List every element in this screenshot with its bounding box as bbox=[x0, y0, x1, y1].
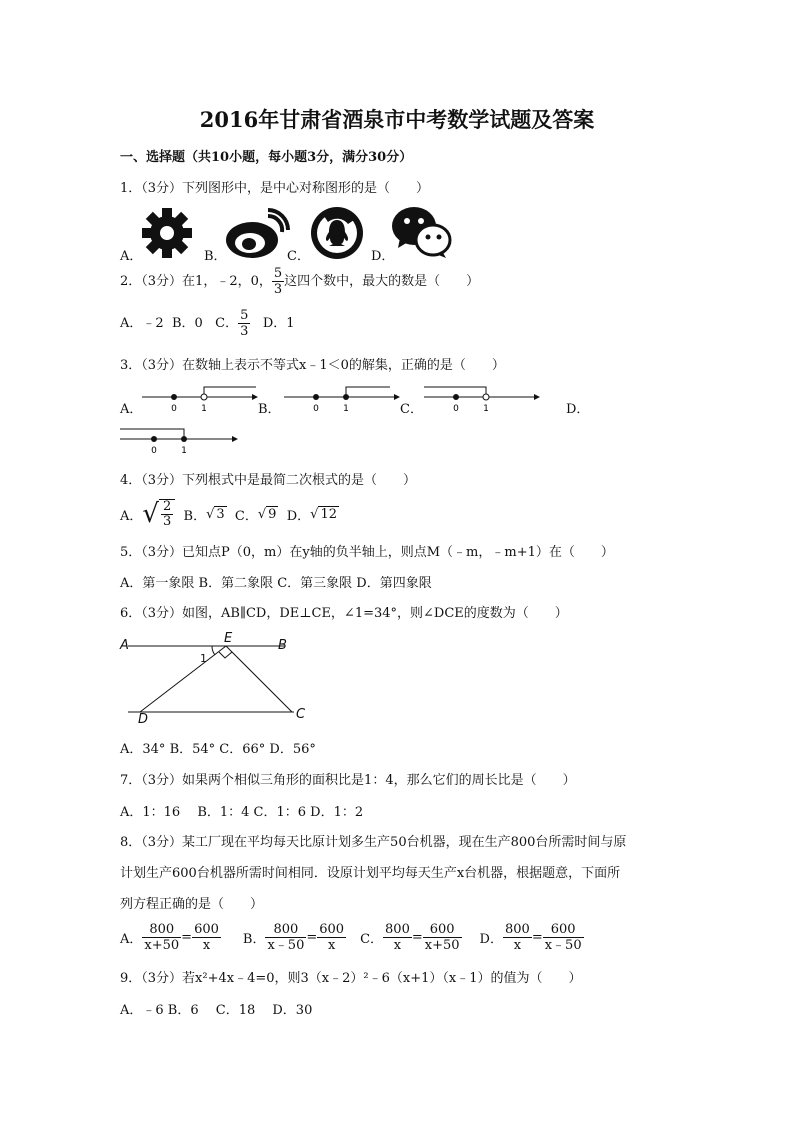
q3-label-c: C． bbox=[400, 402, 423, 417]
radical-icon: √ bbox=[206, 507, 215, 522]
q4-option-a-sqrt bbox=[142, 499, 175, 529]
radical-icon: √ bbox=[257, 507, 267, 522]
q8-c-right-num: 600 bbox=[423, 922, 462, 938]
q8-line-1: 8．（3分）某工厂现在平均每天比原计划多生产50台机器，现在生产800台所需时间与原 bbox=[120, 835, 627, 850]
fig-label-b: B bbox=[278, 638, 287, 653]
page-title: 2016年甘肃省酒泉市中考数学试题及答案 bbox=[199, 107, 595, 132]
q9-stem: 9．（3分）若x²+4x﹣4=0，则3（x﹣2）²﹣6（x+1）（x﹣1）的值为（ ） bbox=[120, 971, 582, 986]
q3-c-tick-0: 0 bbox=[453, 404, 459, 414]
q4-option-c: C． bbox=[234, 508, 258, 524]
q8-d-left bbox=[503, 922, 532, 953]
q2-fraction bbox=[272, 266, 284, 297]
radical-icon: √ bbox=[142, 499, 159, 529]
q8-c-left-den: x bbox=[393, 937, 402, 953]
q8-c-left-num: 800 bbox=[385, 921, 410, 937]
q2-option-c-den: 3 bbox=[240, 324, 249, 339]
q8-a-right-den: x bbox=[202, 937, 211, 953]
q4-stem: 4．（3分）下列根式中是最简二次根式的是（ ） bbox=[120, 473, 417, 488]
q2-frac-num: 5 bbox=[273, 266, 283, 281]
q4-option-c-rad: 9 bbox=[268, 507, 277, 522]
q8-b-right-den: x bbox=[327, 937, 336, 953]
qq-icon bbox=[310, 206, 364, 260]
q8-d-right-den: x﹣50 bbox=[544, 937, 582, 953]
q8-d-left-den: x bbox=[513, 937, 522, 953]
q8-label-a: A． bbox=[120, 931, 143, 947]
q2-options bbox=[120, 308, 295, 339]
q8-c-right-den: x+50 bbox=[424, 937, 460, 953]
q3-numberline-a bbox=[140, 384, 260, 414]
q3-c-tick-1: 1 bbox=[483, 404, 489, 414]
q3-d-tick-1: 1 bbox=[181, 446, 187, 456]
q2-option-c-fraction bbox=[238, 308, 250, 339]
q4-option-d-sqrt bbox=[310, 506, 339, 522]
q4-option-b-rad: 3 bbox=[216, 507, 225, 522]
q8-label-d: D． bbox=[479, 931, 503, 947]
section-heading: 一、选择题（共10小题，每小题3分，满分30分） bbox=[120, 150, 413, 165]
q8-b-eq: = bbox=[306, 929, 318, 945]
q7-stem: 7．（3分）如果两个相似三角形的面积比是1：4，那么它们的周长比是（ ） bbox=[120, 773, 576, 788]
gear-icon bbox=[140, 206, 194, 260]
q8-a-right-num: 600 bbox=[194, 921, 219, 937]
q3-label-d: D． bbox=[566, 402, 590, 417]
q8-b-left bbox=[265, 922, 306, 953]
q8-line-2: 计划生产600台机器所需时间相同．设原计划平均每天生产x台机器，根据题意，下面所 bbox=[120, 866, 621, 881]
q2-option-d: D．1 bbox=[262, 316, 295, 331]
q8-b-right bbox=[317, 922, 346, 953]
q2-option-a: A．﹣2 bbox=[120, 316, 164, 331]
q8-d-right-num: 600 bbox=[543, 922, 584, 938]
q2-option-c-num: 5 bbox=[240, 308, 249, 323]
q3-b-tick-1: 1 bbox=[343, 404, 349, 414]
q8-b-left-num: 800 bbox=[265, 922, 306, 938]
q4-option-a-num: 2 bbox=[162, 499, 172, 514]
q1-label-a: A． bbox=[120, 249, 143, 264]
q8-c-eq: = bbox=[411, 929, 423, 945]
q8-b-left-den: x﹣50 bbox=[267, 937, 305, 953]
q3-numberline-c bbox=[422, 384, 542, 414]
q8-label-c: C． bbox=[360, 931, 384, 947]
q4-option-d: D． bbox=[286, 508, 311, 524]
fig-angle-1: 1 bbox=[200, 652, 207, 665]
q1-label-b: B． bbox=[204, 249, 227, 264]
q2-stem bbox=[120, 266, 479, 297]
q2-stem-post: 这四个数中，最大的数是（ ） bbox=[284, 274, 480, 289]
q4-options bbox=[120, 494, 339, 534]
q8-label-b: B． bbox=[242, 931, 266, 947]
q4-option-a-den: 3 bbox=[162, 514, 172, 529]
fig-label-c: C bbox=[296, 707, 306, 722]
q1-stem: 1．（3分）下列图形中，是中心对称图形的是（ ） bbox=[120, 181, 430, 196]
fig-label-a: A bbox=[120, 638, 129, 653]
q8-options bbox=[120, 920, 584, 954]
q3-d-tick-0: 0 bbox=[151, 446, 157, 456]
wechat-icon bbox=[390, 204, 452, 260]
q4-option-c-sqrt bbox=[258, 506, 279, 522]
q3-a-tick-0: 0 bbox=[171, 404, 177, 414]
q7-options: A．1：16 B．1：4 C．1：6 D．1：2 bbox=[120, 805, 364, 820]
q5-stem: 5．（3分）已知点P（0，m）在y轴的负半轴上，则点M（﹣m，﹣m+1）在（ ） bbox=[120, 545, 614, 560]
q3-stem: 3．（3分）在数轴上表示不等式x﹣1＜0的解集，正确的是（ ） bbox=[120, 358, 505, 373]
q3-b-tick-0: 0 bbox=[313, 404, 319, 414]
q8-line-3: 列方程正确的是（ ） bbox=[120, 897, 264, 912]
q4-option-d-rad: 12 bbox=[320, 507, 337, 522]
radical-icon: √ bbox=[310, 507, 319, 522]
q8-a-left-num: 800 bbox=[142, 922, 181, 938]
q8-d-left-num: 800 bbox=[504, 921, 530, 937]
q8-c-left bbox=[383, 922, 412, 953]
q6-options: A．34° B．54° C．66° D．56° bbox=[120, 742, 316, 757]
q4-option-a: A． bbox=[120, 508, 143, 524]
q8-a-left bbox=[142, 922, 181, 953]
q2-option-c: C． bbox=[215, 316, 239, 331]
q8-a-eq: = bbox=[181, 929, 193, 945]
q6-figure bbox=[116, 628, 316, 728]
q8-b-right-num: 600 bbox=[319, 921, 345, 937]
fig-label-e: E bbox=[224, 631, 233, 646]
weibo-icon bbox=[224, 208, 290, 260]
q5-options: A．第一象限 B．第二象限 C．第三象限 D．第四象限 bbox=[120, 576, 432, 591]
q9-options: A．﹣6 B．6 C．18 D．30 bbox=[120, 1003, 313, 1018]
q1-label-d: D． bbox=[371, 249, 395, 264]
q6-stem: 6．（3分）如图，AB∥CD，DE⊥CE，∠1=34°，则∠DCE的度数为（ ） bbox=[120, 606, 568, 621]
q8-a-left-den: x+50 bbox=[144, 937, 180, 953]
q4-option-b: B． bbox=[183, 508, 207, 524]
q8-c-right bbox=[423, 922, 462, 953]
q3-numberline-d bbox=[118, 426, 242, 456]
q3-a-tick-1: 1 bbox=[201, 404, 207, 414]
q2-option-b: B．0 bbox=[171, 316, 203, 331]
q8-a-right bbox=[192, 922, 221, 953]
fig-label-d: D bbox=[138, 712, 149, 727]
q3-label-b: B． bbox=[258, 402, 281, 417]
q3-numberline-b bbox=[282, 384, 402, 414]
q8-d-right bbox=[543, 922, 584, 953]
q1-label-c: C． bbox=[287, 249, 310, 264]
q2-frac-den: 3 bbox=[273, 282, 283, 297]
q3-label-a: A． bbox=[120, 402, 143, 417]
q8-d-eq: = bbox=[531, 929, 543, 945]
q4-option-b-sqrt bbox=[206, 506, 227, 522]
q2-stem-pre: 2．（3分）在1，﹣2，0， bbox=[120, 274, 272, 289]
